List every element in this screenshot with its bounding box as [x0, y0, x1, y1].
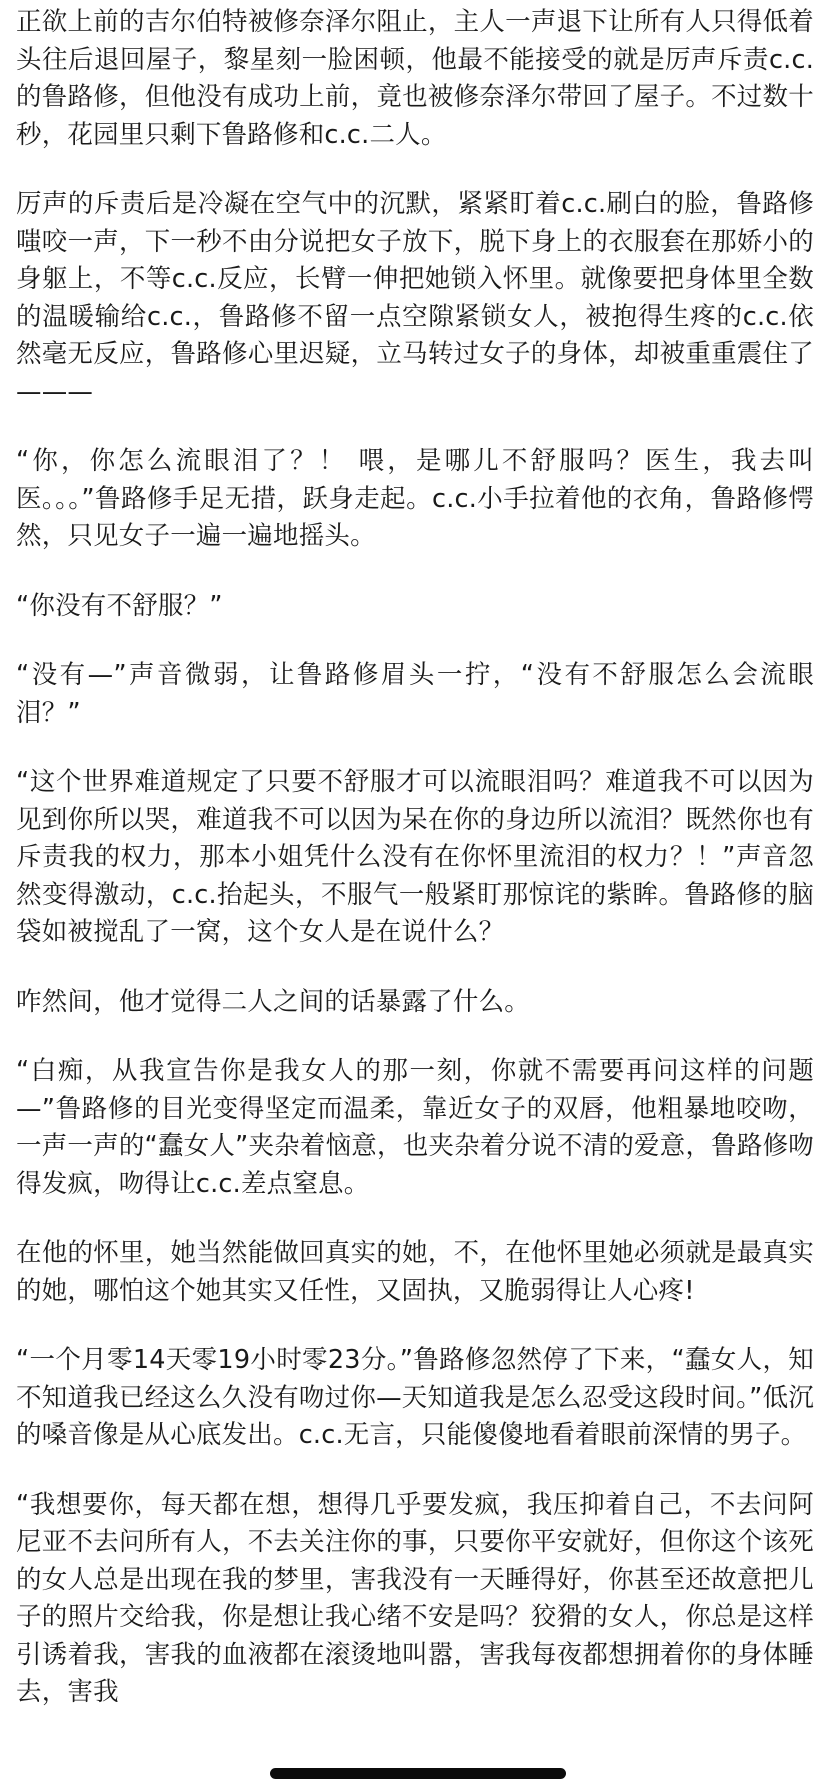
paragraph-4: “你没有不舒服？” — [16, 590, 223, 621]
paragraph-11: “我想要你，每天都在想，想得几乎要发疯，我压抑着自己，不去问阿尼亚不去问所有人，不去关注你的事，只要你平安就好，但你这个该死的女人总是出现在我的梦里，害我没有一天睡得好，你甚至还故意把儿子的照片交给我，你是想让我心绪不安是吗？狡猾的女人，你总是这样引诱着我，害我的血液都在滚烫地叫嚣，害我每夜都想拥着你的身体睡去，害我 — [16, 1489, 814, 1707]
paragraph-1: 正欲上前的吉尔伯特被修奈泽尔阻止，主人一声退下让所有人只得低着头往后退回屋子，黎星刻一脸困顿，他最不能接受的就是厉声斥责c.c.的鲁路修，但他没有成功上前，竟也被修奈泽尔带回了屋子。不过数十秒，花园里只剩下鲁路修和c.c.二人。 — [16, 7, 814, 150]
paragraph-3: “你，你怎么流眼泪了？！ 喂，是哪儿不舒服吗？医生，我去叫医。。。”鲁路修手足无措，跃身走起。c.c.小手拉着他的衣角，鲁路修愕然，只见女子一遍一遍地摇头。 — [16, 446, 814, 551]
paragraph-10: “一个月零14天零19小时零23分。”鲁路修忽然停了下来，“蠢女人，知不知道我已经这么久没有吻过你—天知道我是怎么忍受这段时间。”低沉的嗓音像是从心底发出。c.c.无言，只能傻傻地看着眼前深情的男子。 — [16, 1345, 814, 1450]
paragraph-8: “白痴，从我宣告你是我女人的那一刻，你就不需要再问这样的问题—”鲁路修的目光变得坚定而温柔，靠近女子的双唇，他粗暴地咬吻，一声一声的“蠢女人”夹杂着恼意，也夹杂着分说不清的爱意，鲁路修吻得发疯，吻得让c.c.差点窒息。 — [16, 1056, 814, 1199]
home-indicator[interactable] — [270, 1768, 566, 1779]
paragraph-6: “这个世界难道规定了只要不舒服才可以流眼泪吗？难道我不可以因为见到你所以哭，难道我不可以因为呆在你的身边所以流泪？既然你也有斥责我的权力，那本小姐凭什么没有在你怀里流泪的权力？！”声音忽然变得激动，c.c.抬起头，不服气一般紧盯那惊诧的紫眸。鲁路修的脑袋如被搅乱了一窝，这个女人是在说什么？ — [16, 767, 814, 947]
paragraph-5: “没有—”声音微弱，让鲁路修眉头一拧，“没有不舒服怎么会流眼泪？” — [16, 660, 814, 728]
paragraph-9: 在他的怀里，她当然能做回真实的她，不，在他怀里她必须就是最真实的她，哪怕这个她其实又任性，又固执，又脆弱得让人心疼! — [16, 1238, 814, 1306]
paragraph-7: 咋然间，他才觉得二人之间的话暴露了什么。 — [16, 986, 531, 1017]
paragraph-2: 厉声的斥责后是冷凝在空气中的沉默，紧紧盯着c.c.刷白的脸，鲁路修嗤咬一声，下一秒不由分说把女子放下，脱下身上的衣服套在那娇小的身躯上，不等c.c.反应，长臂一伸把她锁入怀里。就像要把身体里全数的温暖输给c.c.，鲁路修不留一点空隙紧锁女人，被抱得生疼的c.c.依然毫无反应，鲁路修心里迟疑，立马转过女子的身体，却被重重震住了——— — [16, 189, 814, 407]
